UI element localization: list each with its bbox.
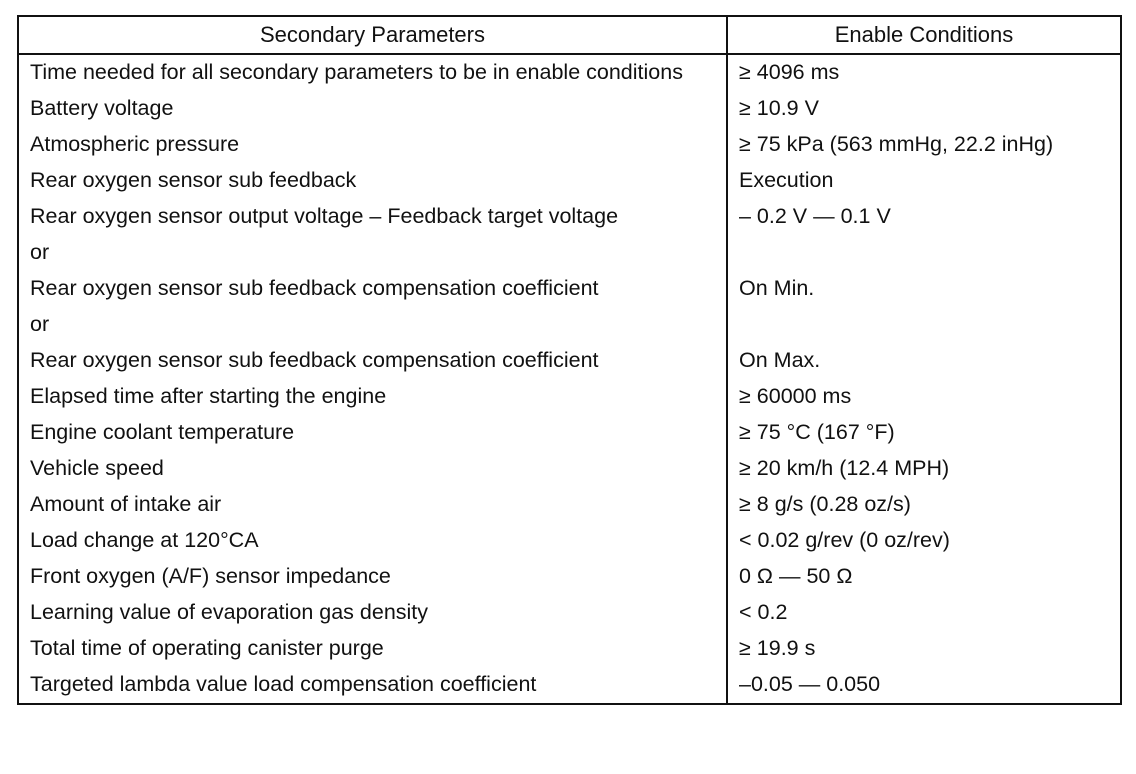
condition-cell: ≥ 20 km/h (12.4 MPH)	[727, 452, 1121, 488]
param-cell: Learning value of evaporation gas density	[18, 596, 727, 632]
secondary-parameters-table	[17, 15, 1122, 705]
param-cell: Rear oxygen sensor sub feedback	[18, 164, 727, 200]
parameters-table-container	[17, 15, 1120, 705]
header-enable-conditions: Enable Conditions	[727, 16, 1121, 54]
condition-cell: < 0.2	[727, 596, 1121, 632]
table-row	[18, 488, 1121, 524]
condition-cell: 0 Ω — 50 Ω	[727, 560, 1121, 596]
table-row	[18, 92, 1121, 128]
param-cell: or	[18, 308, 727, 344]
table-row	[18, 416, 1121, 452]
condition-cell: ≥ 60000 ms	[727, 380, 1121, 416]
table-row	[18, 344, 1121, 380]
condition-cell	[727, 236, 1121, 272]
table-row	[18, 560, 1121, 596]
param-cell: Rear oxygen sensor sub feedback compensation coefficient	[18, 272, 727, 308]
condition-cell: –0.05 — 0.050	[727, 668, 1121, 704]
condition-cell: ≥ 10.9 V	[727, 92, 1121, 128]
param-cell: Vehicle speed	[18, 452, 727, 488]
table-row	[18, 308, 1121, 344]
condition-cell: < 0.02 g/rev (0 oz/rev)	[727, 524, 1121, 560]
table-row	[18, 54, 1121, 92]
param-cell: Rear oxygen sensor output voltage – Feedback target voltage	[18, 200, 727, 236]
param-cell: Load change at 120°CA	[18, 524, 727, 560]
condition-cell: ≥ 75 kPa (563 mmHg, 22.2 inHg)	[727, 128, 1121, 164]
table-row	[18, 272, 1121, 308]
param-cell: Engine coolant temperature	[18, 416, 727, 452]
condition-cell: On Min.	[727, 272, 1121, 308]
param-cell: Time needed for all secondary parameters to be in enable conditions	[18, 54, 727, 92]
table-row	[18, 668, 1121, 704]
condition-cell: – 0.2 V — 0.1 V	[727, 200, 1121, 236]
table-row	[18, 524, 1121, 560]
header-secondary-parameters: Secondary Parameters	[18, 16, 727, 54]
param-cell: Front oxygen (A/F) sensor impedance	[18, 560, 727, 596]
condition-cell: On Max.	[727, 344, 1121, 380]
table-row	[18, 452, 1121, 488]
table-row	[18, 200, 1121, 236]
table-row	[18, 164, 1121, 200]
param-cell: Amount of intake air	[18, 488, 727, 524]
table-row	[18, 632, 1121, 668]
condition-cell: ≥ 4096 ms	[727, 54, 1121, 92]
condition-cell: Execution	[727, 164, 1121, 200]
param-cell: Rear oxygen sensor sub feedback compensation coefficient	[18, 344, 727, 380]
condition-cell: ≥ 8 g/s (0.28 oz/s)	[727, 488, 1121, 524]
table-row	[18, 380, 1121, 416]
param-cell: or	[18, 236, 727, 272]
condition-cell: ≥ 19.9 s	[727, 632, 1121, 668]
table-row	[18, 128, 1121, 164]
param-cell: Total time of operating canister purge	[18, 632, 727, 668]
table-row	[18, 596, 1121, 632]
table-header-row	[18, 16, 1121, 54]
param-cell: Battery voltage	[18, 92, 727, 128]
param-cell: Elapsed time after starting the engine	[18, 380, 727, 416]
param-cell: Atmospheric pressure	[18, 128, 727, 164]
param-cell: Targeted lambda value load compensation coefficient	[18, 668, 727, 704]
condition-cell: ≥ 75 °C (167 °F)	[727, 416, 1121, 452]
table-row	[18, 236, 1121, 272]
condition-cell	[727, 308, 1121, 344]
